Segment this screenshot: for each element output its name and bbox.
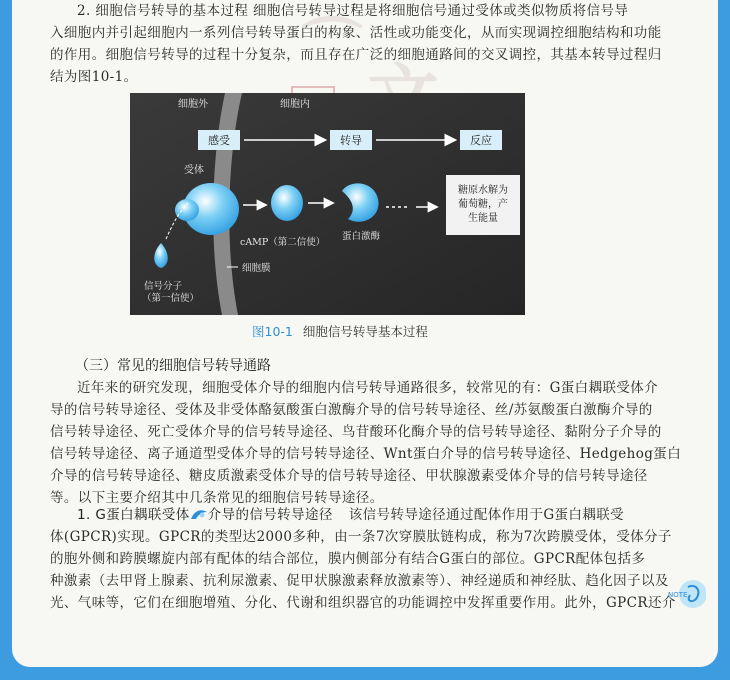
gpcr-heading-b: 介导的信号转导途径 bbox=[207, 507, 333, 523]
watermark: ⌒ bbox=[302, 13, 362, 83]
note-badge bbox=[666, 577, 706, 611]
label-receptor: 受体 bbox=[184, 165, 204, 176]
intro-line: 的作用。细胞信号转导的过程十分复杂，而且存在广泛的细胞通路间的交叉调控，其基本转导过程归 bbox=[50, 47, 662, 63]
receptor-shape bbox=[175, 199, 199, 221]
box-sense-label: 感受 bbox=[208, 134, 230, 147]
label-signal-molecule-1: 信号分子 bbox=[144, 281, 183, 292]
section-line: 信号转导途径、离子通道型受体介导的信号转导途径、Wnt蛋白介导的信号转导途径、Hedgehog蛋白 bbox=[50, 446, 682, 462]
label-response-3: 生能量 bbox=[468, 213, 498, 224]
intro-line: 入细胞内并引起细胞内一系列信号转导蛋白的构象、活性或功能变化，从而实现调控细胞结构和功能 bbox=[50, 25, 662, 41]
box-response-label: 反应 bbox=[470, 134, 492, 147]
figure-caption-text: 细胞信号转导基本过程 bbox=[302, 324, 428, 339]
section-line: 导的信号转导途径、受体及非受体酪氨酸蛋白激酶介导的信号转导途径、丝/苏氨酸蛋白激酶介导的 bbox=[50, 402, 653, 418]
figure-number: 图10-1 bbox=[252, 324, 293, 339]
label-kinase: 蛋白激酶 bbox=[342, 231, 381, 242]
label-outside: 细胞外 bbox=[178, 99, 208, 110]
intro-paragraph bbox=[50, 0, 686, 88]
section-line: 等。以下主要介绍其中几条常见的细胞信号转导途径。 bbox=[50, 490, 384, 506]
signal-diagram bbox=[130, 93, 525, 315]
label-signal-molecule-2: （第一信使） bbox=[142, 293, 200, 304]
gpcr-line: 种激素（去甲肾上腺素、抗利尿激素、促甲状腺激素释放激素等）、神经递质和神经肽、趋化因子以及 bbox=[50, 573, 669, 589]
gpcr-first-line-rest: 该信号转导途径通过配体作用于G蛋白耦联受 bbox=[348, 507, 625, 523]
gpcr-line: 光、气味等，它们在细胞增殖、分化、代谢和组织器官的功能调控中发挥重要作用。此外，GPCR还介 bbox=[50, 595, 676, 611]
gpcr-line: 的胞外侧和跨膜螺旋内部有配体的结合部位，膜内侧部分有结合G蛋白的部位。GPCR配体包括多 bbox=[50, 551, 646, 567]
box-transduce-label: 转导 bbox=[340, 134, 362, 147]
intro-line: 结为图10-1。 bbox=[50, 69, 138, 85]
bottom-border bbox=[0, 667, 730, 680]
gpcr-paragraph bbox=[50, 504, 686, 614]
label-response-1: 糖原水解为 bbox=[458, 185, 508, 196]
figure-caption bbox=[252, 322, 428, 340]
note-badge-label: NOTE bbox=[668, 591, 688, 599]
book-page bbox=[12, 0, 718, 667]
gpcr-line: 体(GPCR)实现。GPCR的类型达2000多种，由一条7次穿膜肽链构成，称为7次跨膜受体，受体分子 bbox=[50, 529, 672, 545]
gpcr-icon bbox=[190, 507, 208, 521]
section-line: 近年来的研究发现，细胞受体介导的细胞内信号转导通路很多，较常见的有：G蛋白耦联受体介 bbox=[77, 380, 659, 396]
gpcr-first-line bbox=[50, 504, 686, 526]
intro-line: 2. 细胞信号转导的基本过程 细胞信号转导过程是将细胞信号通过受体或类似物质将信号导 bbox=[77, 3, 629, 19]
label-camp: cAMP（第二信使） bbox=[240, 237, 326, 248]
section-paragraph bbox=[50, 377, 686, 509]
section-line: 介导的信号转导途径、糖皮质激素受体介导的信号转导途径、甲状腺激素受体介导的信号转导途径 bbox=[50, 468, 648, 484]
gpcr-heading-a: 1. G蛋白耦联受体 bbox=[77, 507, 190, 523]
label-inside: 细胞内 bbox=[280, 99, 310, 110]
section-line: 信号转导途径、死亡受体介导的信号转导途径、鸟苷酸环化酶介导的信号转导途径、黏附分子介导的 bbox=[50, 424, 662, 440]
label-membrane: 细胞膜 bbox=[242, 263, 271, 274]
figure-10-1 bbox=[130, 93, 525, 315]
camp-shape bbox=[271, 185, 303, 221]
label-response-2: 葡萄糖，产 bbox=[458, 199, 508, 210]
section-title: （三）常见的细胞信号转导通路 bbox=[75, 358, 271, 374]
